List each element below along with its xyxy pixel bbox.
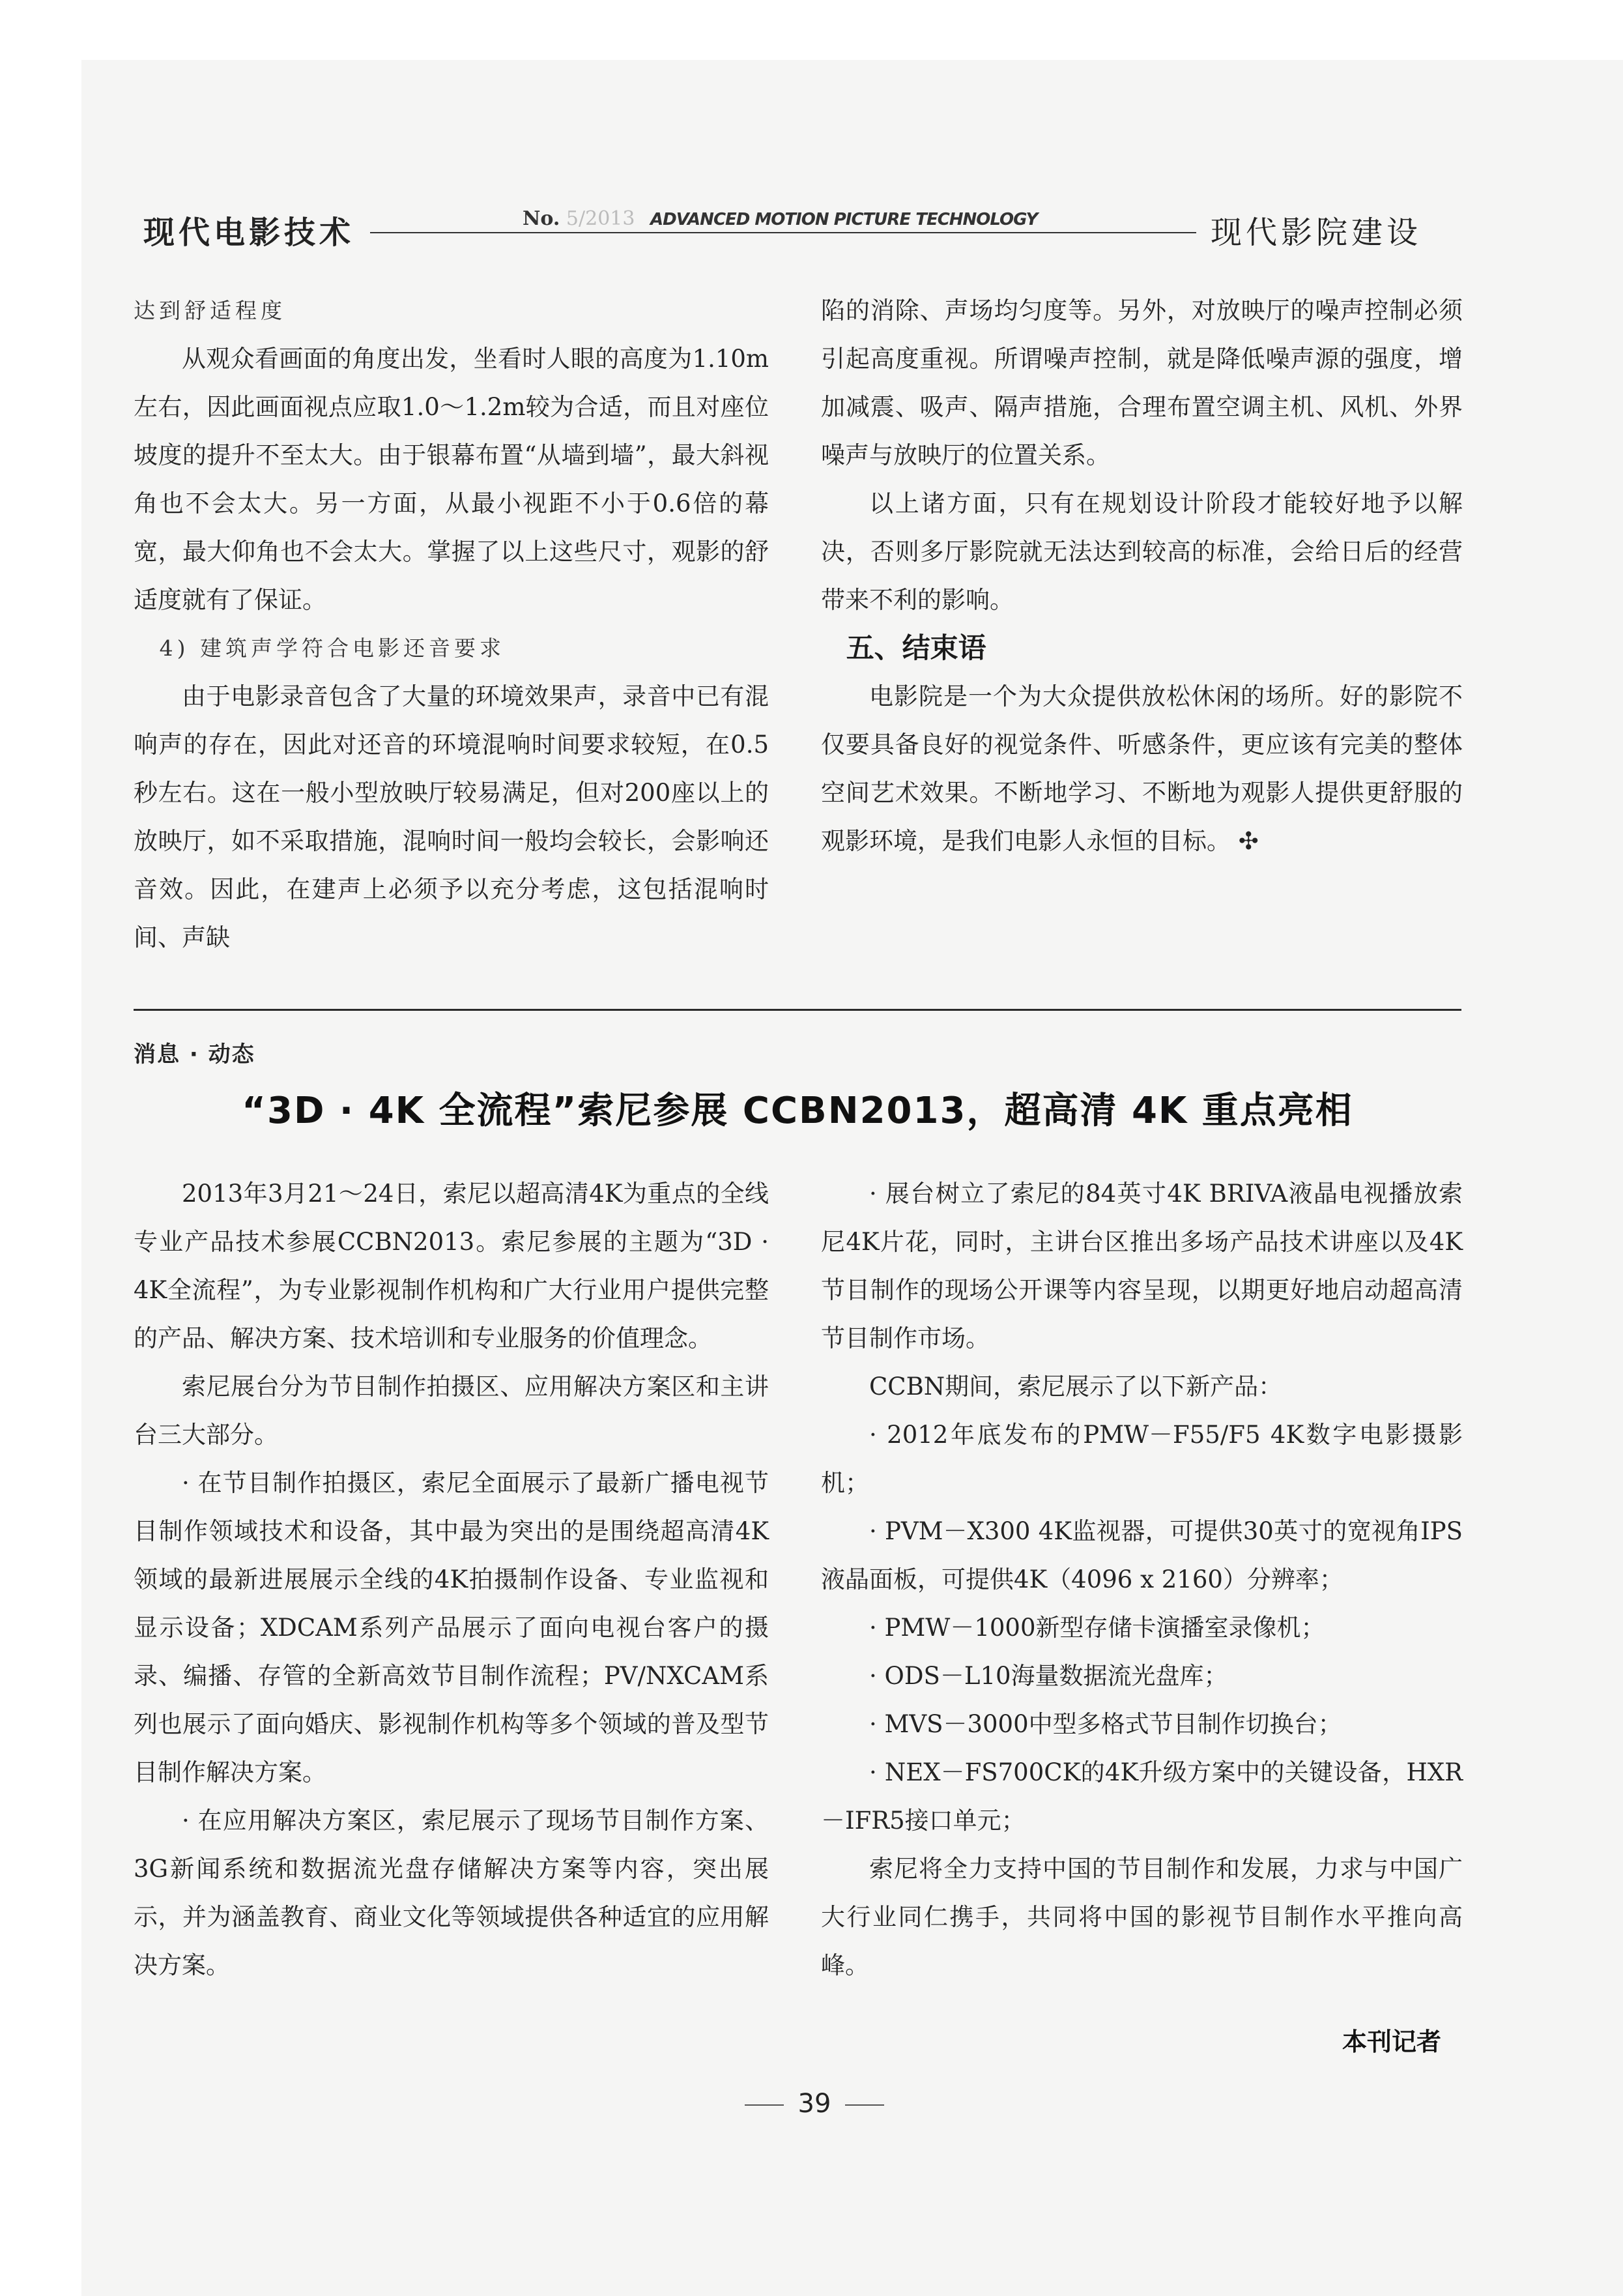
issue-info bbox=[516, 207, 1044, 230]
conclusion-text: 电影院是一个为大众提供放松休闲的场所。好的影院不仅要具备良好的视觉条件、听感条件，更应该有完美的整体空间艺术效果。不断地学习、不断地为观影人提供更舒服的观影环境，是我们电影人永恒的目标。 bbox=[821, 682, 1463, 855]
list-item: · PVM－X300 4K监视器，可提供30英寸的宽视角IPS液晶面板，可提供4K（4096 x 2160）分辨率； bbox=[821, 1517, 1463, 1593]
paragraph: 索尼将全力支持中国的节目制作和发展，力求与中国广大行业同仁携手，共同将中国的影视节目制作水平推向高峰。 bbox=[821, 1855, 1463, 1979]
article-column-left bbox=[134, 287, 769, 962]
paragraph: · 在应用解决方案区，索尼展示了现场节目制作方案、3G新闻系统和数据流光盘存储解决方案等内容，突出展示，并为涵盖教育、商业文化等领域提供各种适宜的应用解决方案。 bbox=[134, 1807, 769, 1979]
paragraph bbox=[821, 673, 1463, 865]
end-mark-icon: ✣ bbox=[1238, 827, 1259, 855]
article-column-right bbox=[821, 287, 1463, 865]
journal-title: 现代电影技术 bbox=[143, 214, 355, 251]
page-number: 39 bbox=[797, 2089, 831, 2119]
issue-number: 5/2013 bbox=[566, 207, 635, 230]
paragraph: 以上诸方面，只有在规划设计阶段才能较好地予以解决，否则多厅影院就无法达到较高的标准，会给日后的经营带来不利的影响。 bbox=[821, 489, 1463, 614]
list-item: · ODS－L10海量数据流光盘库； bbox=[869, 1662, 1228, 1690]
paragraph: 索尼展台分为节目制作拍摄区、应用解决方案区和主讲台三大部分。 bbox=[134, 1373, 769, 1449]
section-heading: 五、结束语 bbox=[846, 632, 986, 665]
section-divider bbox=[134, 1009, 1461, 1011]
list-item: · PMW－1000新型存储卡演播室录像机； bbox=[869, 1614, 1325, 1642]
news-section-tag: 消息 · 动态 bbox=[134, 1041, 255, 1068]
header-rule bbox=[370, 232, 1196, 233]
paragraph: · 在节目制作拍摄区，索尼全面展示了最新广播电视节目制作领域技术和设备，其中最为突出的是围绕超高清4K领域的最新进展展示全线的4K拍摄制作设备、专业监视和显示设备；XDCAM系列产品展示了面向电视台客户的摄录、编播、存管的全新高效节目制作流程；PV/NXCAM系列也展示了面向婚庆、影视制作机构等多个领域的普及型节目制作解决方案。 bbox=[134, 1469, 769, 1786]
paragraph: · 展台树立了索尼的84英寸4K BRIVA液晶电视播放索尼4K片花，同时，主讲台区推出多场产品技术讲座以及4K节目制作的现场公开课等内容呈现，以期更好地启动超高清节目制作市场。 bbox=[821, 1180, 1463, 1352]
subsection-heading: 4) 建筑声学符合电影还音要求 bbox=[159, 635, 505, 661]
folio-dash-right bbox=[845, 2104, 884, 2106]
byline: 本刊记者 bbox=[1342, 2027, 1442, 2056]
english-journal-title: ADVANCED MOTION PICTURE TECHNOLOGY bbox=[650, 210, 1038, 229]
news-column-left bbox=[134, 1170, 769, 1990]
paragraph: 由于电影录音包含了大量的环境效果声，录音中已有混响声的存在，因此对还音的环境混响时间要求较短，在0.5秒左右。这在一般小型放映厅较易满足，但对200座以上的放映厅，如不采取措施，混响时间一般均会较长，会影响还音效。因此，在建声上必须予以充分考虑，这包括混响时间、声缺 bbox=[134, 682, 769, 952]
paragraph-continuation: 陷的消除、声场均匀度等。另外，对放映厅的噪声控制必须引起高度重视。所谓噪声控制，就是降低噪声源的强度，增加减震、吸声、隔声措施，合理布置空调主机、风机、外界噪声与放映厅的位置关系。 bbox=[821, 297, 1463, 469]
news-column-right bbox=[821, 1170, 1463, 1990]
news-headline: “3D · 4K 全流程”索尼参展 CCBN2013，超高清 4K 重点亮相 bbox=[242, 1090, 1353, 1132]
section-title: 现代影院建设 bbox=[1211, 214, 1422, 251]
paragraph: 2013年3月21～24日，索尼以超高清4K为重点的全线专业产品技术参展CCBN2013。索尼参展的主题为“3D · 4K全流程”，为专业影视制作机构和广大行业用户提供完整的产品、解决方案、技术培训和专业服务的价值理念。 bbox=[134, 1180, 769, 1352]
list-item: · 2012年底发布的PMW－F55/F5 4K数字电影摄影机； bbox=[821, 1421, 1463, 1497]
page-number-footer bbox=[717, 2089, 912, 2119]
list-item: · MVS－3000中型多格式节目制作切换台； bbox=[869, 1710, 1342, 1738]
paragraph: CCBN期间，索尼展示了以下新产品： bbox=[869, 1373, 1283, 1401]
paragraph: 从观众看画面的角度出发，坐看时人眼的高度为1.10m左右，因此画面视点应取1.0～1.2m较为合适，而且对座位坡度的提升不至太大。由于银幕布置“从墙到墙”，最大斜视角也不会太大。另一方面，从最小视距不小于0.6倍的幕宽，最大仰角也不会太大。掌握了以上这些尺寸，观影的舒适度就有了保证。 bbox=[134, 345, 769, 614]
list-item: · NEX－FS700CK的4K升级方案中的关键设备，HXR－IFR5接口单元； bbox=[821, 1758, 1463, 1835]
paragraph-continuation: 达到舒适程度 bbox=[134, 298, 286, 323]
folio-dash-left bbox=[745, 2104, 784, 2106]
issue-label: No. bbox=[523, 207, 560, 230]
